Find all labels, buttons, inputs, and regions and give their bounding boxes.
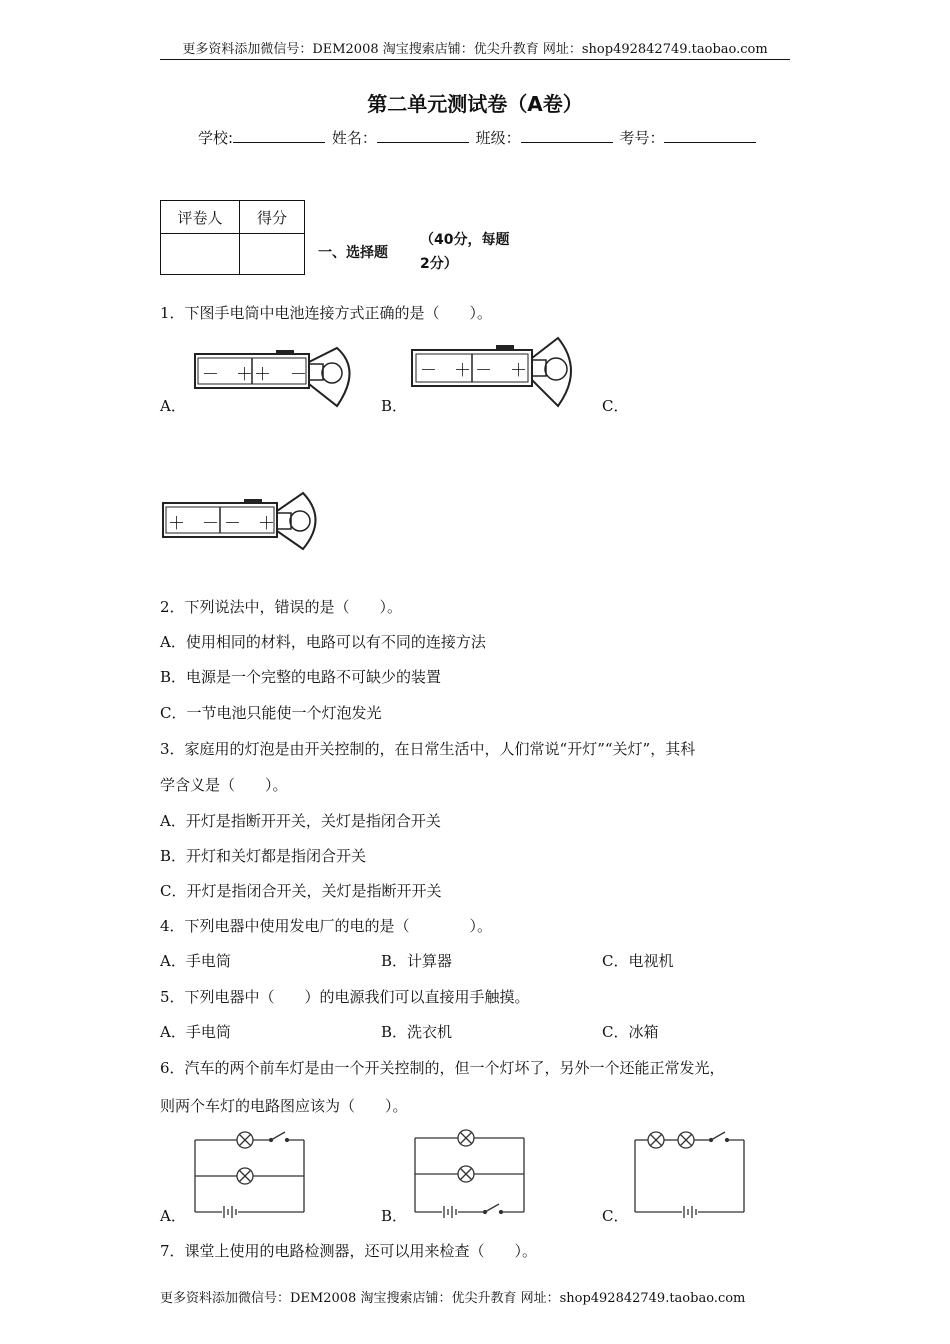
battery-b-sign-2: ＋ <box>454 361 471 381</box>
section-title: 一、选择题 <box>318 245 388 261</box>
grader-header: 评卷人 <box>161 201 240 234</box>
battery-a-sign-2: ＋ <box>236 365 253 385</box>
battery-c-sign-1: ＋ <box>168 514 185 534</box>
q4-option-a[interactable]: A．手电筒 <box>160 952 231 970</box>
battery-b-sign-3: － <box>475 361 492 381</box>
battery-a-sign-4: － <box>290 365 307 385</box>
q4-option-b[interactable]: B．计算器 <box>381 952 453 970</box>
name-label: 姓名： <box>331 129 377 147</box>
q3-option-a[interactable]: A．开灯是指断开开关，关灯是指闭合开关 <box>160 812 441 830</box>
page-footer: 更多资料添加微信号：DEM2008 淘宝搜索店铺：优尖升教育 网址：shop492842749.taobao.com <box>160 1291 746 1306</box>
score-cell[interactable] <box>240 234 305 275</box>
q2-option-b[interactable]: B．电源是一个完整的电路不可缺少的装置 <box>160 668 442 686</box>
q2-option-c[interactable]: C．一节电池只能使一个灯泡发光 <box>160 704 382 722</box>
flashlight-figure-b <box>408 332 584 410</box>
flashlight-figure-c <box>160 487 330 553</box>
score-table <box>160 200 305 275</box>
exam-number-blank[interactable] <box>664 128 756 143</box>
question-1-stem: 1．下图手电筒中电池连接方式正确的是（ ）。 <box>160 304 493 322</box>
q1-option-a-label: A． <box>160 397 186 415</box>
section-note: （40分，每题2分） <box>420 232 510 272</box>
battery-c-sign-2: － <box>202 514 219 534</box>
question-6-stem-line-2: 则两个车灯的电路图应该为（ ）。 <box>160 1097 408 1115</box>
battery-a-sign-3: ＋ <box>254 365 271 385</box>
question-5-stem: 5．下列电器中（ ）的电源我们可以直接用手触摸。 <box>160 988 530 1006</box>
q5-option-b[interactable]: B．洗衣机 <box>381 1023 453 1041</box>
battery-b-sign-4: ＋ <box>510 361 527 381</box>
q3-option-b[interactable]: B．开灯和关灯都是指闭合开关 <box>160 847 367 865</box>
question-3-stem-line-1: 3．家庭用的灯泡是由开关控制的，在日常生活中，人们常说“开灯”“关灯”，其科 <box>160 740 696 758</box>
q4-option-c[interactable]: C．电视机 <box>602 952 674 970</box>
q3-option-c[interactable]: C．开灯是指闭合开关，关灯是指断开开关 <box>160 882 442 900</box>
school-label: 学校: <box>198 129 234 147</box>
score-header: 得分 <box>240 201 305 234</box>
battery-a-sign-1: － <box>202 365 219 385</box>
battery-c-sign-4: ＋ <box>258 514 275 534</box>
grader-cell[interactable] <box>161 234 240 275</box>
q6-option-a-label: A． <box>160 1207 186 1225</box>
question-7-stem: 7．课堂上使用的电路检测器，还可以用来检查（ ）。 <box>160 1242 538 1260</box>
student-info-line <box>198 127 758 148</box>
q5-option-a[interactable]: A．手电筒 <box>160 1023 231 1041</box>
page-title: 第二单元测试卷（A卷） <box>367 92 583 116</box>
q1-option-b-label: B． <box>381 397 408 415</box>
school-blank[interactable] <box>233 128 325 143</box>
q6-option-b-label: B． <box>381 1207 408 1225</box>
class-blank[interactable] <box>521 128 613 143</box>
circuit-diagram-a <box>190 1126 312 1222</box>
battery-b-sign-1: － <box>420 361 437 381</box>
q2-option-a[interactable]: A．使用相同的材料，电路可以有不同的连接方法 <box>160 633 486 651</box>
question-2-stem: 2．下列说法中，错误的是（ ）。 <box>160 598 403 616</box>
class-label: 班级： <box>475 129 521 147</box>
circuit-diagram-b <box>410 1126 532 1222</box>
question-6-stem-line-1: 6．汽车的两个前车灯是由一个开关控制的，但一个灯坏了，另外一个还能正常发光， <box>160 1059 725 1077</box>
q6-option-c-label: C． <box>602 1207 629 1225</box>
circuit-diagram-c <box>630 1126 752 1222</box>
question-4-stem: 4．下列电器中使用发电厂的电的是（ ）。 <box>160 917 493 935</box>
q1-option-c-label: C． <box>602 397 629 415</box>
flashlight-figure-a <box>192 340 362 410</box>
battery-c-sign-3: － <box>224 514 241 534</box>
exam-number-label: 考号： <box>619 129 665 147</box>
q5-option-c[interactable]: C．冰箱 <box>602 1023 659 1041</box>
name-blank[interactable] <box>377 128 469 143</box>
question-3-stem-line-2: 学含义是（ ）。 <box>160 776 288 794</box>
page-header: 更多资料添加微信号：DEM2008 淘宝搜索店铺：优尖升教育 网址：shop492842749.taobao.com <box>160 40 790 60</box>
